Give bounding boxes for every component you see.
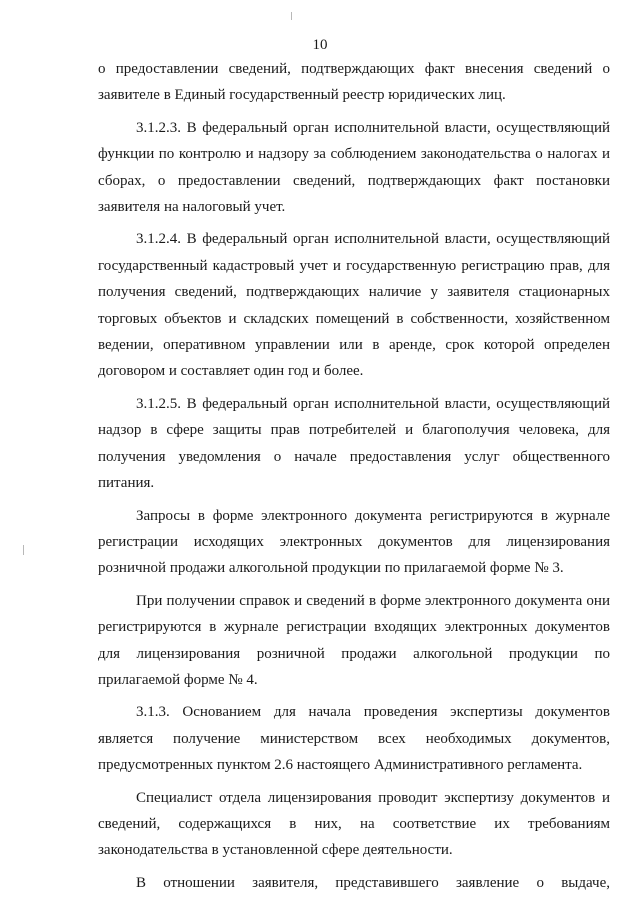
scan-mark [23, 545, 24, 555]
document-body [98, 56, 610, 902]
paragraph-3-1-3: 3.1.3. Основанием для начала проведения экспертизы документов является получение министерством всех необходимых документов, предусмотренных пунктом 2.6 настоящего Административного регламента. [98, 704, 610, 774]
paragraph-incoming-documents: При получении справок и сведений в форме электронного документа они регистрируются в журнале регистрации входящих электронных документов для лицензирования розничной продажи алкогольной продукции по прилагаемой форме № 4. [98, 592, 610, 688]
scan-mark [291, 12, 292, 20]
paragraph-expertise: Специалист отдела лицензирования проводит экспертизу документов и сведений, содержащихся в них, на соответствие их требованиям законодательства в установленной сфере деятельности. [98, 789, 610, 859]
paragraph-3-1-2-4: 3.1.2.4. В федеральный орган исполнительной власти, осуществляющий государственный кадастровый учет и государственную регистрацию прав, для получения сведений, подтверждающих наличие у заявителя стационарных торговых объектов и складских помещений в собственности, хозяйственном ведении, оперативном управлении или в аренде, срок которой определен договором и составляет один год и более. [98, 231, 610, 380]
page-number: 10 [312, 37, 328, 53]
paragraph-continuation: о предоставлении сведений, подтверждающих факт внесения сведений о заявителе в Единый государственный реестр юридических лиц. [98, 61, 610, 104]
paragraph-3-1-2-5: 3.1.2.5. В федеральный орган исполнительной власти, осуществляющий надзор в сфере защиты прав потребителей и благополучия человека, для получения уведомления о начале предоставления услуг общественного питания. [98, 395, 610, 492]
paragraph-outgoing-requests: Запросы в форме электронного документа регистрируются в журнале регистрации исходящих электронных документов для лицензирования розничной продажи алкогольной продукции по прилагаемой форме № 3. [98, 507, 610, 577]
paragraph-applicant: В отношении заявителя, представившего заявление о выдаче, [136, 874, 610, 891]
paragraph-3-1-2-3: 3.1.2.3. В федеральный орган исполнительной власти, осуществляющий функции по контролю и надзору за соблюдением законодательства о налогах и сборах, о предоставлении сведений, подтверждающих факт постановки заявителя на налоговый учет. [98, 119, 610, 216]
